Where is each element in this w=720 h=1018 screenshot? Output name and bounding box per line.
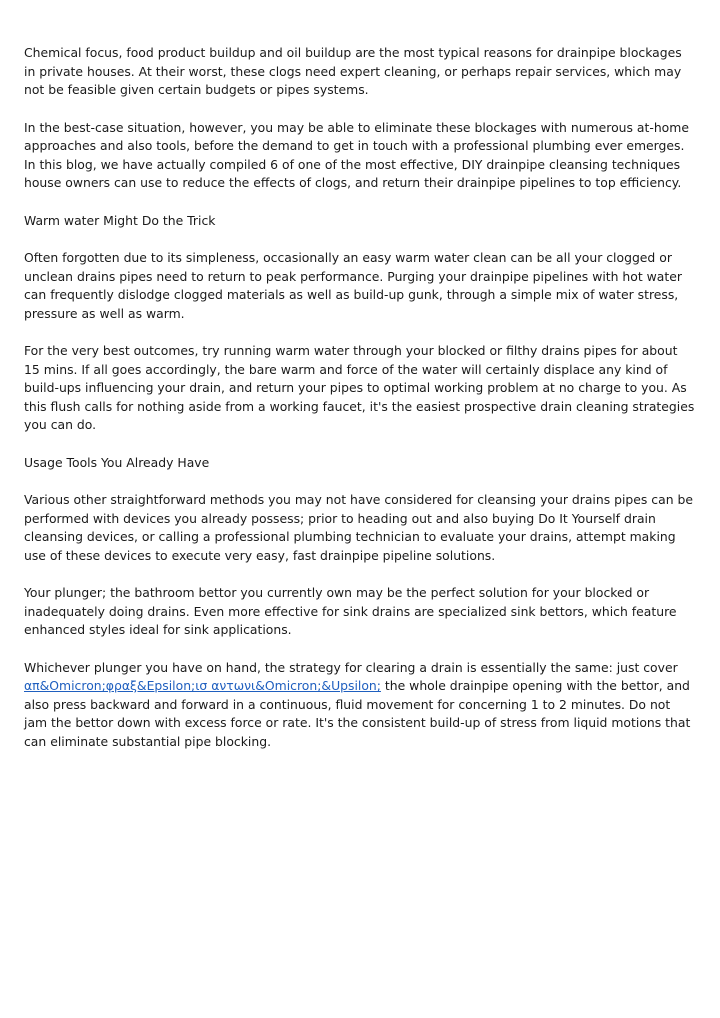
paragraph-plunger-strategy — [24, 659, 696, 752]
paragraph-text-after-link: the whole drainpipe opening with the bettor, and also press backward and forward in a continuous, fluid movement for concerning 1 to 2 minutes. Do not jam the bettor down with excess force or rate. It's the consistent build-up of stress from liquid motions that can eliminate substantial pipe blocking. — [24, 678, 691, 749]
paragraph-best-case: In the best-case situation, however, you may be able to eliminate these blockages with numerous at-home approaches and also tools, before the demand to get in touch with a professional plumbing ever emerges. In this blog, we have actually compiled 6 of one of the most effective, DIY drainpipe cleansing techniques house owners can use to reduce the effects of clogs, and return their drainpipe pipelines to top efficiency. — [24, 119, 689, 190]
paragraph-text-before-link: Whichever plunger you have on hand, the strategy for clearing a drain is essentially the same: just cover — [24, 659, 678, 675]
inline-link[interactable]: απ&Omicron;φραξ&Epsilon;ισ αντωνι&Omicron;&Upsilon; — [24, 678, 381, 693]
paragraph-warm-water-simple: Often forgotten due to its simpleness, occasionally an easy warm water clean can be all your clogged or unclean drains pipes need to return to peak performance. Purging your drainpipe pipelines with hot water can frequently dislodge clogged materials as well as build-up gunk, through a simple mix of water stress, pressure as well as warm. — [24, 250, 682, 321]
paragraph-plunger: Your plunger; the bathroom bettor you currently own may be the perfect solution for your blocked or inadequately doing drains. Even more effective for sink drains are specialized sink bettors, which feature enhanced styles ideal for sink applications. — [24, 585, 677, 637]
section-heading-warm-water: Warm water Might Do the Trick — [24, 212, 216, 228]
paragraph-intro: Chemical focus, food product buildup and oil buildup are the most typical reasons for drainpipe blockages in private houses. At their worst, these clogs need expert cleaning, or perhaps repair services, which may not be feasible given certain budgets or pipes systems. — [24, 45, 682, 97]
section-heading-tools: Usage Tools You Already Have — [24, 454, 210, 470]
paragraph-tools-methods: Various other straightforward methods you may not have considered for cleansing your drains pipes can be performed with devices you already possess; prior to heading out and also buying Do It Yourself drain cleansing devices, or calling a professional plumbing technician to evaluate your drains, attempt making use of these devices to execute very easy, fast drainpipe pipeline solutions. — [24, 492, 693, 563]
paragraph-warm-water-results: For the very best outcomes, try running warm water through your blocked or filthy drains pipes for about 15 mins. If all goes accordingly, the bare warm and force of the water will certainly displace any kind of build-ups influencing your drain, and return your pipes to optimal working problem at no charge to you. As this flush calls for nothing aside from a working faucet, it's the easiest prospective drain cleaning strategies you can do. — [24, 343, 695, 432]
